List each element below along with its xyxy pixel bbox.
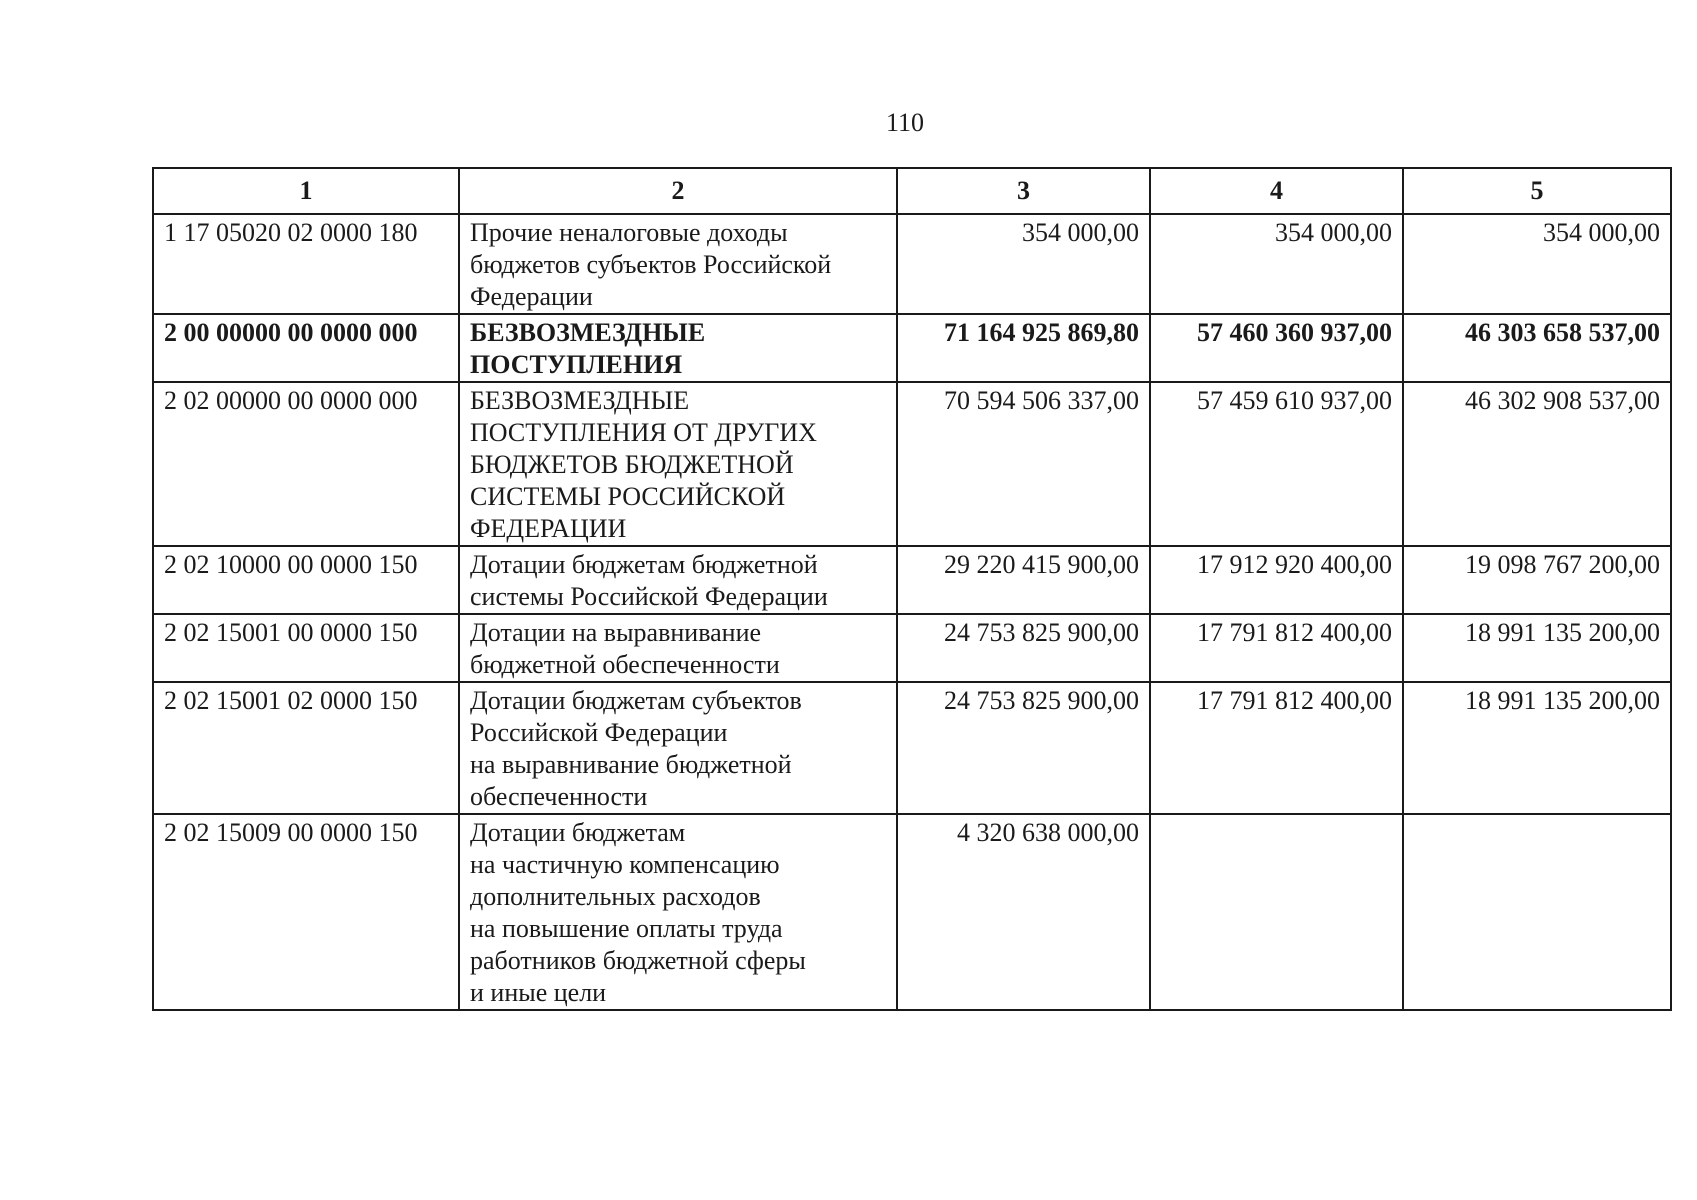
budget-revenue-table xyxy=(152,167,1672,1011)
amount-cell-col5: 46 302 908 537,00 xyxy=(1403,382,1671,546)
table-header-row xyxy=(153,168,1671,214)
amount-cell-col3: 71 164 925 869,80 xyxy=(897,314,1150,382)
amount-cell-col5: 19 098 767 200,00 xyxy=(1403,546,1671,614)
header-cell-3: 3 xyxy=(897,168,1150,214)
budget-code-cell: 2 00 00000 00 0000 000 xyxy=(153,314,459,382)
revenue-name-line: на частичную компенсацию xyxy=(470,850,780,879)
revenue-name-cell xyxy=(459,614,897,682)
revenue-name-cell xyxy=(459,682,897,814)
revenue-name-line: системы Российской Федерации xyxy=(470,582,828,611)
header-cell-4: 4 xyxy=(1150,168,1403,214)
amount-cell-col5: 354 000,00 xyxy=(1403,214,1671,314)
revenue-name-line: бюджетной обеспеченности xyxy=(470,650,780,679)
revenue-name-cell xyxy=(459,814,897,1010)
budget-code-cell: 1 17 05020 02 0000 180 xyxy=(153,214,459,314)
budget-code-cell: 2 02 00000 00 0000 000 xyxy=(153,382,459,546)
budget-code-cell: 2 02 10000 00 0000 150 xyxy=(153,546,459,614)
amount-cell-col4: 17 791 812 400,00 xyxy=(1150,614,1403,682)
page-number: 110 xyxy=(885,108,925,137)
amount-cell-col5 xyxy=(1403,814,1671,1010)
revenue-name-line: Дотации бюджетам бюджетной xyxy=(470,550,818,579)
revenue-name-line: Дотации бюджетам xyxy=(470,818,686,847)
table-row xyxy=(153,214,1671,314)
amount-cell-col4: 17 912 920 400,00 xyxy=(1150,546,1403,614)
amount-cell-col5: 18 991 135 200,00 xyxy=(1403,682,1671,814)
amount-cell-col5: 18 991 135 200,00 xyxy=(1403,614,1671,682)
revenue-name-line: дополнительных расходов xyxy=(470,882,761,911)
header-cell-2: 2 xyxy=(459,168,897,214)
revenue-name-line: на повышение оплаты труда xyxy=(470,914,783,943)
revenue-name-line: Российской Федерации xyxy=(470,718,728,747)
amount-cell-col3: 24 753 825 900,00 xyxy=(897,682,1150,814)
revenue-name-line: на выравнивание бюджетной xyxy=(470,750,792,779)
budget-code-cell: 2 02 15009 00 0000 150 xyxy=(153,814,459,1010)
revenue-name-line: БЮДЖЕТОВ БЮДЖЕТНОЙ xyxy=(470,450,794,479)
table-row xyxy=(153,382,1671,546)
revenue-name-line: Федерации xyxy=(470,282,593,311)
table-row xyxy=(153,682,1671,814)
amount-cell-col3: 24 753 825 900,00 xyxy=(897,614,1150,682)
amount-cell-col5: 46 303 658 537,00 xyxy=(1403,314,1671,382)
amount-cell-col4: 17 791 812 400,00 xyxy=(1150,682,1403,814)
revenue-name-line: и иные цели xyxy=(470,978,607,1007)
amount-cell-col3: 354 000,00 xyxy=(897,214,1150,314)
revenue-name-line: БЕЗВОЗМЕЗДНЫЕ xyxy=(470,386,690,415)
revenue-name-line: БЕЗВОЗМЕЗДНЫЕ xyxy=(470,318,706,347)
amount-cell-col3: 70 594 506 337,00 xyxy=(897,382,1150,546)
revenue-name-line: работников бюджетной сферы xyxy=(470,946,806,975)
table-body xyxy=(153,214,1671,1010)
table-row xyxy=(153,314,1671,382)
budget-code-cell: 2 02 15001 00 0000 150 xyxy=(153,614,459,682)
amount-cell-col3: 4 320 638 000,00 xyxy=(897,814,1150,1010)
revenue-name-line: ПОСТУПЛЕНИЯ xyxy=(470,350,683,379)
revenue-name-cell xyxy=(459,214,897,314)
revenue-name-cell xyxy=(459,382,897,546)
revenue-name-cell xyxy=(459,314,897,382)
amount-cell-col4 xyxy=(1150,814,1403,1010)
table-row xyxy=(153,814,1671,1010)
revenue-name-cell xyxy=(459,546,897,614)
revenue-name-line: Дотации на выравнивание xyxy=(470,618,762,647)
table-row xyxy=(153,614,1671,682)
table-row xyxy=(153,546,1671,614)
amount-cell-col4: 354 000,00 xyxy=(1150,214,1403,314)
amount-cell-col4: 57 460 360 937,00 xyxy=(1150,314,1403,382)
amount-cell-col4: 57 459 610 937,00 xyxy=(1150,382,1403,546)
revenue-name-line: бюджетов субъектов Российской xyxy=(470,250,832,279)
revenue-name-line: Прочие неналоговые доходы xyxy=(470,218,788,247)
revenue-name-line: СИСТЕМЫ РОССИЙСКОЙ xyxy=(470,482,786,511)
header-cell-1: 1 xyxy=(153,168,459,214)
revenue-name-line: обеспеченности xyxy=(470,782,648,811)
header-cell-5: 5 xyxy=(1403,168,1671,214)
revenue-name-line: Дотации бюджетам субъектов xyxy=(470,686,802,715)
budget-code-cell: 2 02 15001 02 0000 150 xyxy=(153,682,459,814)
revenue-name-line: ПОСТУПЛЕНИЯ ОТ ДРУГИХ xyxy=(470,418,817,447)
revenue-name-line: ФЕДЕРАЦИИ xyxy=(470,514,627,543)
amount-cell-col3: 29 220 415 900,00 xyxy=(897,546,1150,614)
